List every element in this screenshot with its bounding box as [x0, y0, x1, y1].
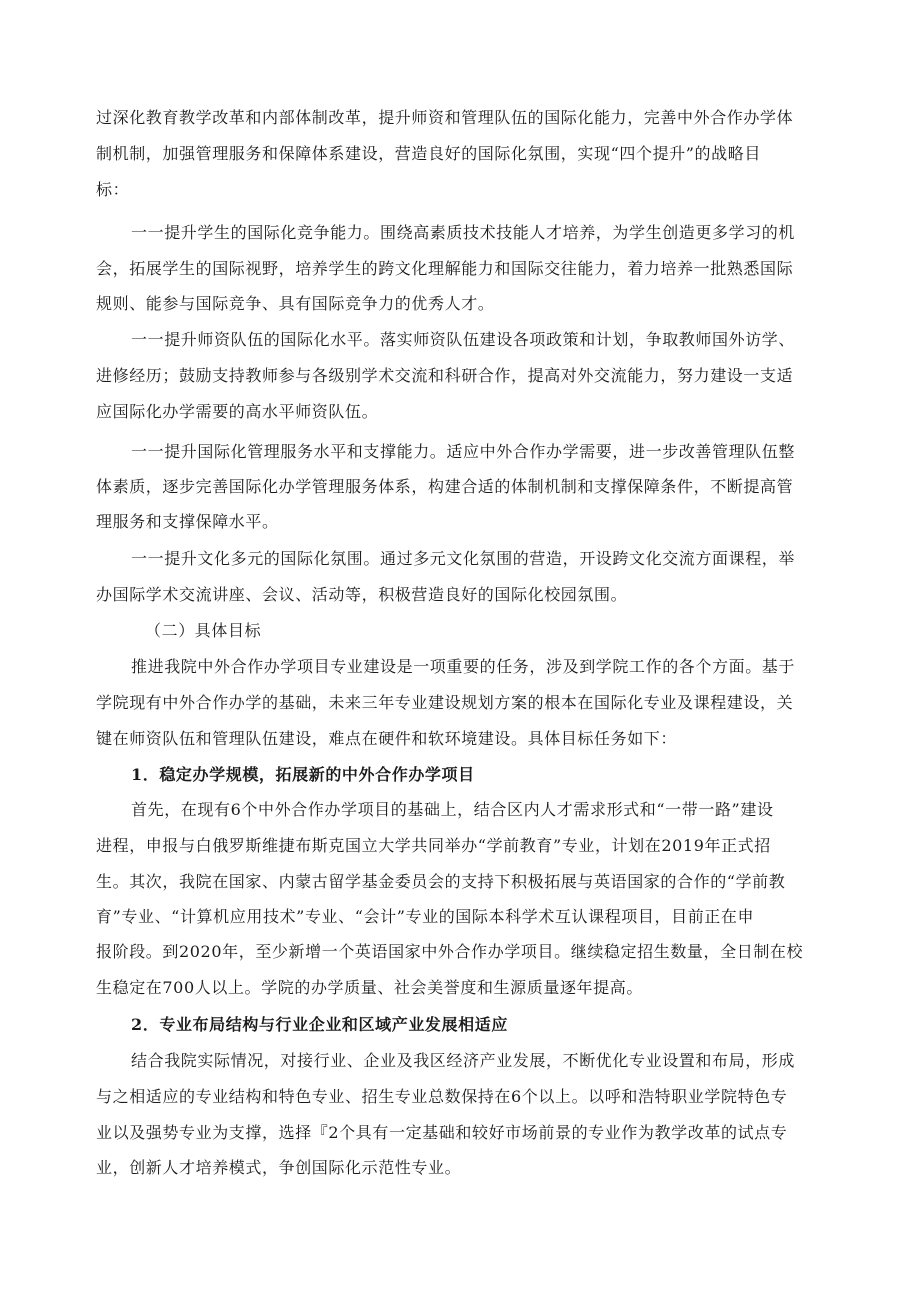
text-line: 生。其次，我院在国家、内蒙古留学基金委员会的支持下积极拓展与英语国家的合作的“学前教 [96, 872, 786, 891]
text-line: 一一提升学生的国际化竞争能力。围绕高素质技术技能人才培养，为学生创造更多学习的机 [131, 223, 796, 242]
text-line: 与之相适应的专业结构和特色专业、招生专业总数保持在6个以上。以呼和浩特职业学院特色专 [96, 1087, 788, 1106]
text-line: 制机制，加强管理服务和保障体系建设，营造良好的国际化氛围，实现“四个提升”的战略目 [96, 144, 761, 163]
text-line: 键在师资队伍和管理队伍建设，难点在硬件和软环境建设。具体目标任务如下： [96, 729, 678, 748]
text-line: 进修经历；鼓励支持教师参与各级别学术交流和科研合作，提高对外交流能力，努力建设一支适 [96, 366, 794, 385]
section-heading: （二）具体目标 [145, 621, 262, 640]
text-line: 会，拓展学生的国际视野，培养学生的跨文化理解能力和国际交往能力，着力培养一批熟悉国际 [96, 259, 794, 278]
text-line: 首先，在现有6个中外合作办学项目的基础上，结合区内人才需求形式和“一带一路”建设 [131, 800, 774, 819]
text-line: 学院现有中外合作办学的基础，未来三年专业建设规划方案的根本在国际化专业及课程建设，关 [96, 693, 794, 712]
text-line: 标： [96, 180, 130, 199]
text-line: 一一提升师资队伍的国际化水平。落实师资队伍建设各项政策和计划，争取教师国外访学、 [131, 330, 796, 349]
text-line: 育”专业、“计算机应用技术”专业、“会计”专业的国际本科学术互认课程项目，目前正在申 [96, 907, 755, 926]
text-line: 报阶段。到2020年，至少新增一个英语国家中外合作办学项目。继续稳定招生数量，全日制在校 [96, 942, 804, 961]
text-line: 推进我院中外合作办学项目专业建设是一项重要的任务，涉及到学院工作的各个方面。基于 [131, 657, 796, 676]
text-line: 规则、能参与国际竞争、具有国际竞争力的优秀人才。 [96, 294, 495, 313]
text-line: 过深化教育教学改革和内部体制改革，提升师资和管理队伍的国际化能力，完善中外合作办学体 [96, 108, 794, 127]
text-line: 应国际化办学需要的高水平师资队伍。 [96, 402, 379, 421]
text-line: 业，创新人才培养模式，争创国际化示范性专业。 [96, 1158, 462, 1177]
text-line: 业以及强势专业为支撑，选择『2个具有一定基础和较好市场前景的专业作为教学改革的试点专 [96, 1123, 788, 1142]
numbered-heading: 1．稳定办学规模，拓展新的中外合作办学项目 [131, 765, 475, 784]
text-line: 结合我院实际情况，对接行业、企业及我区经济产业发展，不断优化专业设置和布局，形成 [131, 1051, 796, 1070]
numbered-heading: 2．专业布局结构与行业企业和区域产业发展相适应 [131, 1015, 508, 1034]
text-line: 办国际学术交流讲座、会议、活动等，积极营造良好的国际化校园氛围。 [96, 585, 628, 604]
text-line: 一一提升国际化管理服务水平和支撑能力。适应中外合作办学需要，进一步改善管理队伍整 [131, 442, 796, 461]
text-line: 进程，申报与白俄罗斯维捷布斯克国立大学共同举办“学前教育”专业，计划在2019年正式招 [96, 836, 771, 855]
text-line: 生稳定在700人以上。学院的办学质量、社会美誉度和生源质量逐年提高。 [96, 978, 643, 997]
text-line: 体素质，逐步完善国际化办学管理服务体系，构建合适的体制机制和支撑保障条件，不断提高管 [96, 477, 794, 496]
text-line: 理服务和支撑保障水平。 [96, 512, 279, 531]
text-line: 一一提升文化多元的国际化氛围。通过多元文化氛围的营造，开设跨文化交流方面课程，举 [131, 549, 796, 568]
